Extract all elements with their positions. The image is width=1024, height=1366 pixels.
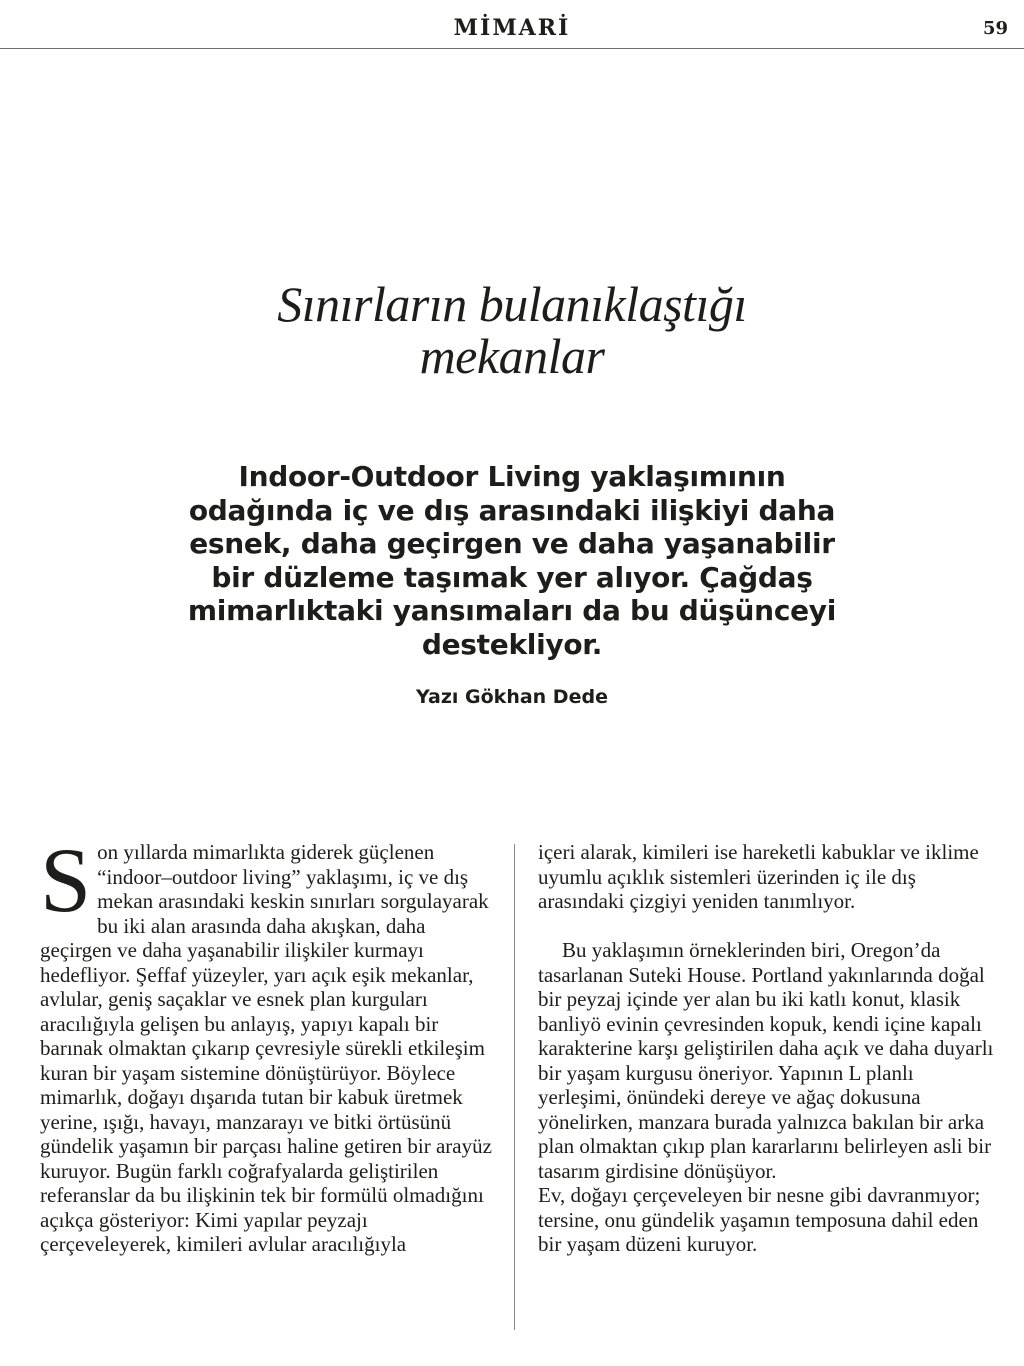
drop-cap: S xyxy=(40,829,92,931)
article-title-line-2: mekanlar xyxy=(419,328,605,384)
header-divider xyxy=(0,48,1024,49)
page-number: 59 xyxy=(982,18,1008,39)
article-lead: Indoor-Outdoor Living yaklaşımının odağında iç ve dış arasındaki ilişkiyi daha esnek, daha geçirgen ve daha yaşanabilir bir düzleme taşımak yer alıyor. Çağdaş mimarlıktaki yansımaları da bu düşünceyi destekliyor. xyxy=(187,460,837,661)
article-title-line-1: Sınırların bulanıklaştığı xyxy=(277,276,747,332)
body-left-text: on yıllarda mimarlıkta giderek güçlenen “indoor–outdoor living” yaklaşımı, iç ve dış mekan arasındaki keskin sınırları sorgulayarak bu iki alan arasında daha akışkan, daha geçirgen ve daha yaşanabilir ilişkiler kurmayı hedefliyor. Şeffaf yüzeyler, yarı açık eşik mekanlar, avlular, geniş saçaklar ve esnek plan kurguları aracılığıyla gelişen bu anlayış, yapıyı kapalı bir barınak olmaktan çıkarıp çevresiyle sürekli etkileşim kuran bir yaşam sistemine dönüştürüyor. Böylece mimarlık, doğayı dışarıda tutan bir kabuk üretmek yerine, ışığı, havayı, manzarayı ve bitki örtüsünü gündelik yaşamın bir parçası haline getiren bir arayüz kuruyor. Bugün farklı coğrafyalarda geliştirilen referanslar da bu ilişkinin tek bir formülü olmadığını açıkça gösteriyor: Kimi yapılar peyzajı çerçeveleyerek, kimileri avlular aracılığıyla xyxy=(40,840,492,1256)
magazine-name: MİMARİ xyxy=(453,15,571,41)
body-right-paragraph-3: Ev, doğayı çerçeveleyen bir nesne gibi davranmıyor; tersine, onu gündelik yaşamın temposuna dahil eden bir yaşam düzeni kuruyor. xyxy=(538,1183,981,1256)
body-column-right xyxy=(538,840,998,1257)
body-right-paragraph-2: Bu yaklaşımın örneklerinden biri, Oregon’da tasarlanan Suteki House. Portland yakınlarında doğal bir peyzaj içinde yer alan bu iki katlı konut, klasik banliyö evinin çevresinden kopuk, kendi içine kapalı karakterine karşı geliştirilen daha açık ve daha duyarlı bir yaşam kurgusu öneriyor. Yapının L planlı yerleşimi, önündeki dereye ve ağaç dokusuna yönelirken, manzara burada yalnızca bakılan bir arka plan olmaktan çıkıp plan kararlarını belirleyen asli bir tasarım girdisine dönüşüyor. xyxy=(538,938,994,1183)
body-right-paragraph-1: içeri alarak, kimileri ise hareketli kabuklar ve iklime uyumlu açıklık sistemleri üzerinden iç ile dış arasındaki çizgiyi yeniden tanımlıyor. xyxy=(538,840,979,913)
page-header xyxy=(0,0,1024,50)
article-title xyxy=(112,278,912,382)
body-column-left xyxy=(40,829,492,1257)
article-byline: Yazı Gökhan Dede xyxy=(416,686,608,708)
column-divider xyxy=(514,844,515,1330)
